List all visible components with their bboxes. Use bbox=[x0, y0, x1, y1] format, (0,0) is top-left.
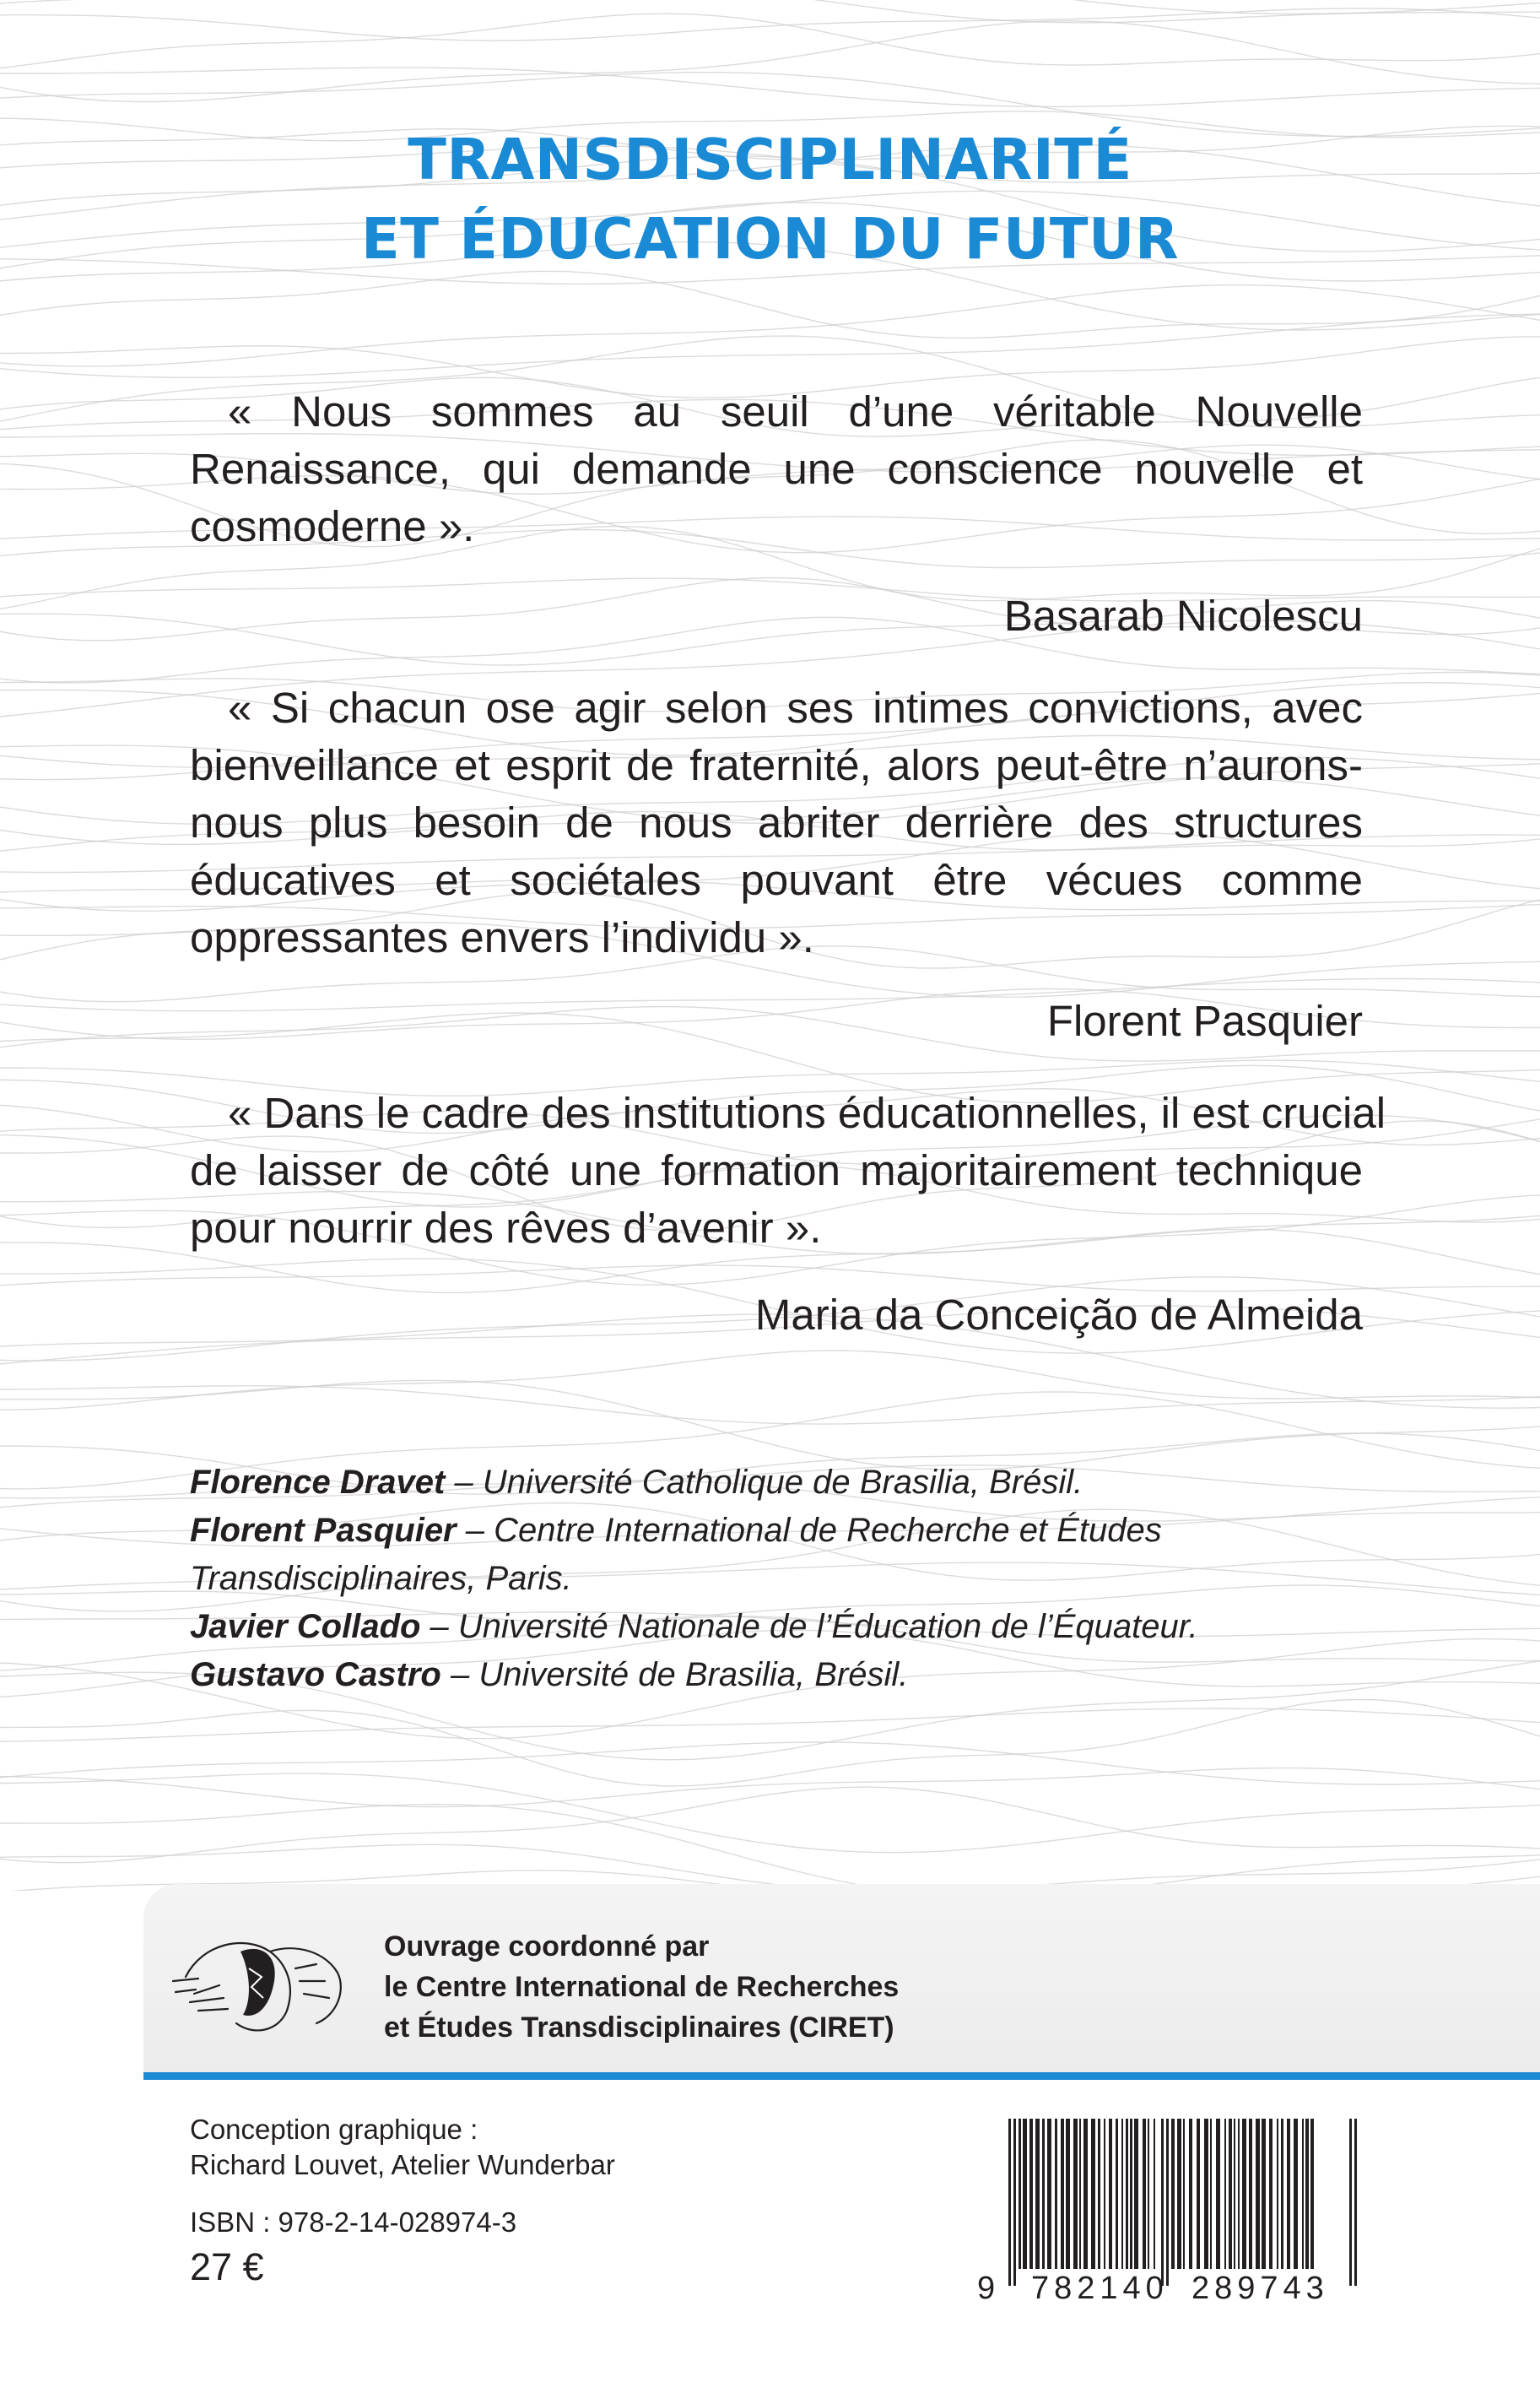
blue-divider bbox=[143, 2072, 1540, 2080]
quote-2-author: Florent Pasquier bbox=[1046, 997, 1363, 1045]
barcode-bar bbox=[1216, 2119, 1220, 2269]
wave-line bbox=[0, 1351, 1540, 1410]
author-affiliation: Transdisciplinaires, Paris. bbox=[190, 1560, 572, 1597]
wave-line bbox=[0, 1787, 1540, 1863]
quote-line: Renaissance, qui demande une conscience nouvelle et bbox=[190, 445, 1363, 493]
barcode-bar bbox=[1042, 2119, 1045, 2269]
barcode-bar bbox=[1302, 2119, 1304, 2269]
barcode-bar bbox=[1104, 2119, 1105, 2269]
barcode-bar bbox=[1189, 2119, 1192, 2269]
barcode-bar bbox=[1229, 2119, 1232, 2269]
wave-line bbox=[0, 1773, 1540, 1853]
quote-3 bbox=[190, 1085, 1386, 1257]
coordination-line: et Études Transdisciplinaires (CIRET) bbox=[384, 2011, 894, 2044]
barcode-bar bbox=[1305, 2119, 1309, 2269]
quote-line: nous plus besoin de nous abriter derrière des structures bbox=[190, 799, 1363, 847]
barcode-bar bbox=[1019, 2119, 1021, 2269]
design-credit bbox=[190, 2112, 615, 2183]
barcode-bar bbox=[1281, 2119, 1283, 2269]
wave-line bbox=[0, 1265, 1540, 1291]
isbn bbox=[190, 2205, 516, 2240]
quote-line: pour nourrir des rêves d’avenir ». bbox=[190, 1204, 822, 1252]
barcode-bar bbox=[1294, 2119, 1298, 2269]
barcode-bar bbox=[1126, 2119, 1128, 2269]
quote-line: de laisser de côté une formation majoritairement technique bbox=[190, 1146, 1363, 1194]
barcode-bar bbox=[1116, 2119, 1118, 2269]
barcode-bar bbox=[1130, 2119, 1132, 2269]
barcode-bar bbox=[1079, 2119, 1081, 2269]
barcode-digit-first: 9 bbox=[977, 2271, 996, 2306]
author-name: Gustavo Castro bbox=[190, 1656, 441, 1693]
barcode-bar bbox=[1238, 2119, 1240, 2269]
author-affiliation: – Centre International de Recherche et Études bbox=[456, 1512, 1162, 1549]
wave-line bbox=[0, 0, 1540, 23]
barcode-bar bbox=[1023, 2119, 1027, 2269]
quote-1 bbox=[190, 383, 1363, 555]
wave-line bbox=[0, 0, 1540, 14]
barcode-bar bbox=[1013, 2119, 1016, 2286]
wave-line bbox=[0, 8, 1540, 41]
design-credit-name: Richard Louvet, Atelier Wunderbar bbox=[190, 2149, 615, 2180]
quote-line: cosmoderne ». bbox=[190, 502, 475, 550]
barcode-bar bbox=[1269, 2119, 1273, 2269]
author-row bbox=[190, 1651, 1371, 1699]
author-row bbox=[190, 1603, 1371, 1651]
wave-line bbox=[0, 1768, 1540, 1807]
barcode-bar bbox=[1047, 2119, 1051, 2269]
barcode-bar bbox=[1161, 2119, 1164, 2286]
design-credit-label: Conception graphique : bbox=[190, 2114, 478, 2145]
author-affiliation: – Université Catholique de Brasilia, Brésil. bbox=[445, 1464, 1083, 1501]
barcode-bar bbox=[1234, 2119, 1235, 2269]
barcode-bar bbox=[1183, 2119, 1185, 2269]
barcode-digits-left: 782140 bbox=[1031, 2271, 1169, 2306]
barcode-bar bbox=[1035, 2119, 1040, 2269]
price: 27 € bbox=[190, 2245, 264, 2288]
barcode-bar bbox=[1354, 2119, 1357, 2286]
wave-line bbox=[0, 14, 1540, 70]
barcode-bar bbox=[1055, 2119, 1057, 2269]
barcode-bar bbox=[1166, 2119, 1169, 2286]
barcode-bar bbox=[1066, 2119, 1070, 2269]
coordination-note bbox=[384, 1926, 899, 2048]
barcode-bar bbox=[1008, 2119, 1011, 2286]
barcode-bar bbox=[1256, 2119, 1260, 2269]
barcode-bar bbox=[1148, 2119, 1149, 2269]
barcode-bar bbox=[1287, 2119, 1290, 2269]
barcode-bar bbox=[1204, 2119, 1208, 2269]
barcode-bar bbox=[1197, 2119, 1200, 2269]
quote-line: « Nous sommes au seuil d’une véritable Nouvelle bbox=[228, 387, 1363, 436]
coordination-line: le Centre International de Recherches bbox=[384, 1971, 900, 2003]
barcode-bar bbox=[1249, 2119, 1252, 2269]
author-affiliation: – Université Nationale de l’Éducation de l’Équateur. bbox=[420, 1608, 1198, 1645]
wave-line bbox=[0, 285, 1540, 366]
coordination-line: Ouvrage coordonné par bbox=[384, 1930, 710, 1963]
barcode-bar bbox=[1277, 2119, 1278, 2269]
barcode-bar bbox=[1349, 2119, 1352, 2286]
barcode-bar bbox=[1210, 2119, 1212, 2269]
quote-1-author: Basarab Nicolescu bbox=[1003, 592, 1363, 640]
ciret-logo-icon bbox=[169, 1918, 363, 2044]
barcode-digits-right: 289743 bbox=[1191, 2271, 1329, 2306]
author-name: Javier Collado bbox=[190, 1608, 421, 1645]
quote-line: éducatives et sociétales pouvant être vécues comme bbox=[190, 856, 1363, 904]
barcode-bar bbox=[1121, 2119, 1123, 2269]
quote-line: bienveillance et esprit de fraternité, alors peut-être n’aurons- bbox=[190, 741, 1363, 789]
quote-line: « Dans le cadre des institutions éducationnelles, il est crucial bbox=[228, 1089, 1386, 1137]
author-row bbox=[190, 1459, 1371, 1507]
author-row bbox=[190, 1507, 1371, 1555]
title-line-2: ET ÉDUCATION DU FUTUR bbox=[360, 206, 1180, 272]
quote-3-author: Maria da Conceição de Almeida bbox=[754, 1291, 1363, 1339]
barcode-bar bbox=[1073, 2119, 1078, 2269]
quote-line: « Si chacun ose agir selon ses intimes convictions, avec bbox=[228, 684, 1363, 732]
isbn-text: ISBN : 978-2-14-028974-3 bbox=[190, 2206, 517, 2238]
barcode-bar bbox=[1083, 2119, 1088, 2269]
author-affiliation: – Université de Brasilia, Brésil. bbox=[440, 1656, 909, 1693]
barcode-bar bbox=[1098, 2119, 1100, 2269]
author-name: Florence Dravet bbox=[190, 1464, 446, 1501]
title-line-1: TRANSDISCIPLINARITÉ bbox=[408, 127, 1132, 192]
barcode-bar bbox=[1177, 2119, 1181, 2269]
barcode-icon bbox=[1008, 2119, 1359, 2286]
wave-line bbox=[0, 1742, 1540, 1784]
barcode-bar bbox=[1143, 2119, 1146, 2269]
barcode-bar bbox=[1154, 2119, 1155, 2269]
wave-line bbox=[0, 1708, 1540, 1741]
barcode-bar bbox=[1262, 2119, 1266, 2269]
barcode-bar bbox=[1310, 2119, 1314, 2269]
barcode-bar bbox=[1091, 2119, 1095, 2269]
author-name: Florent Pasquier bbox=[190, 1512, 457, 1549]
author-list bbox=[190, 1459, 1371, 1699]
barcode-bar bbox=[1061, 2119, 1064, 2269]
barcode-bar bbox=[1171, 2119, 1175, 2269]
barcode-bar bbox=[1029, 2119, 1033, 2269]
quote-line: oppressantes envers l’individu ». bbox=[190, 913, 814, 961]
barcode-bar bbox=[1134, 2119, 1138, 2269]
quote-2 bbox=[190, 679, 1363, 966]
barcode-bar bbox=[1224, 2119, 1226, 2269]
barcode-bar bbox=[1109, 2119, 1112, 2269]
author-row bbox=[190, 1555, 1371, 1603]
barcode-bar bbox=[1242, 2119, 1246, 2269]
